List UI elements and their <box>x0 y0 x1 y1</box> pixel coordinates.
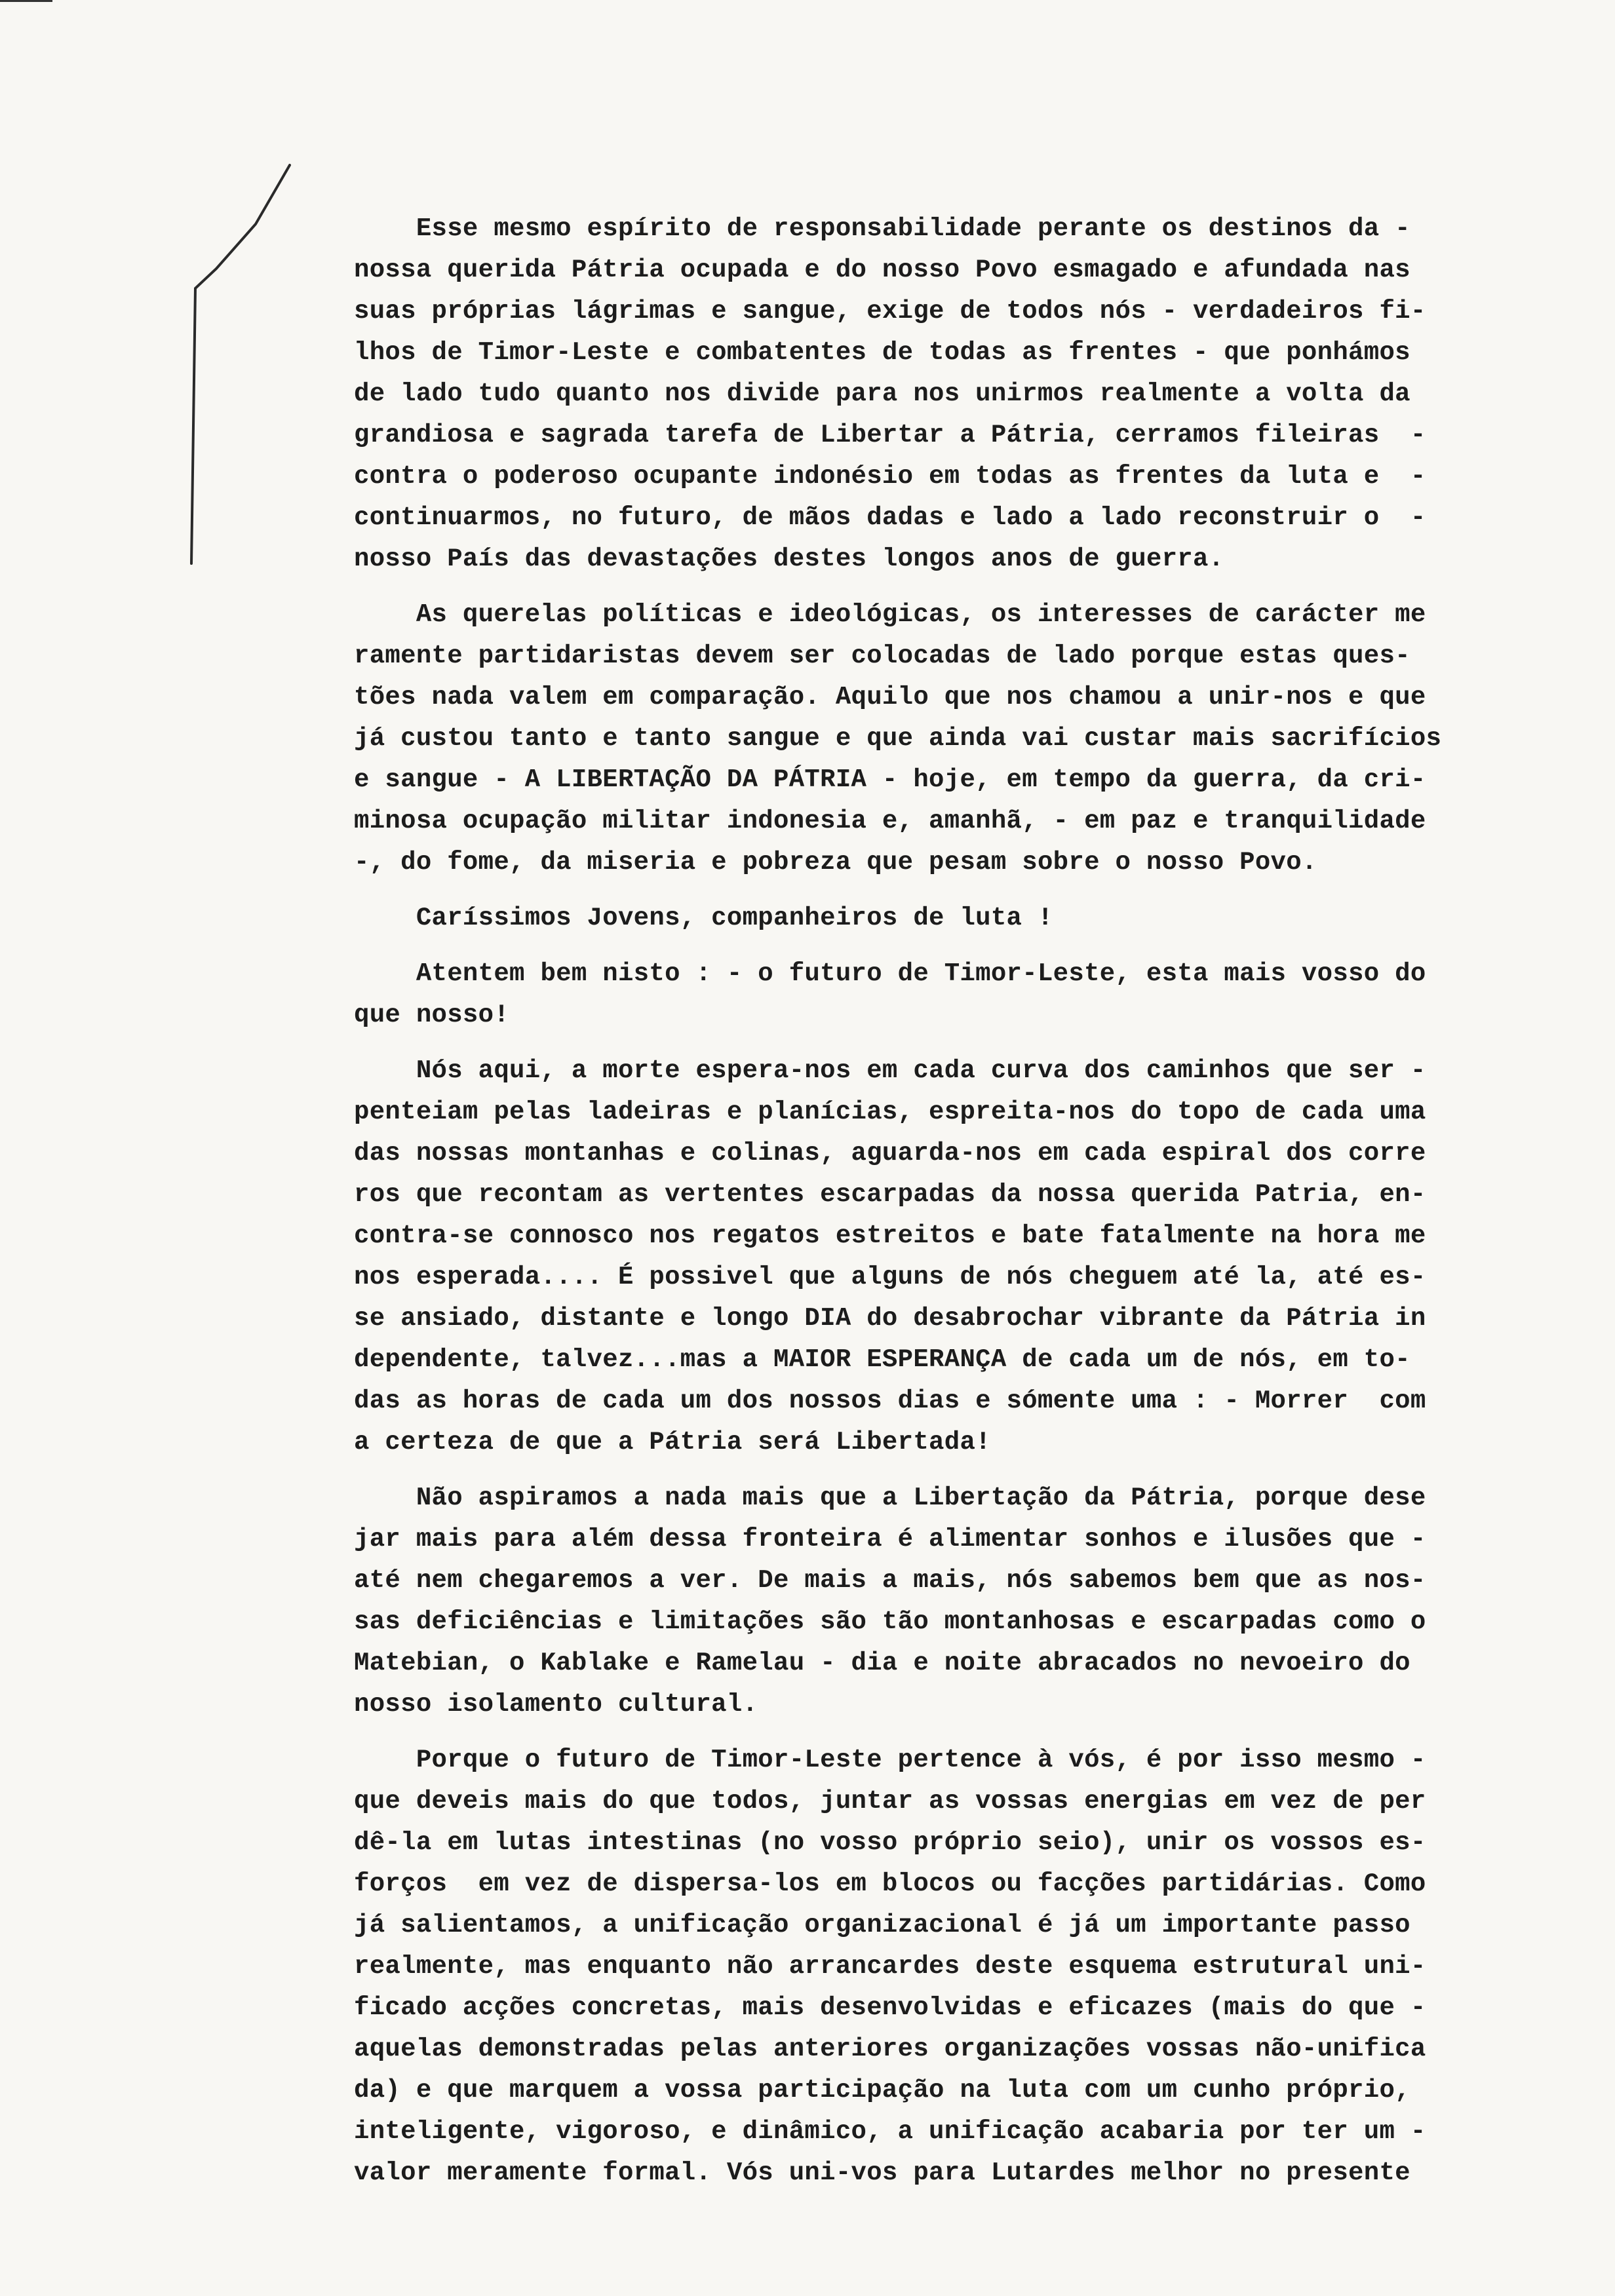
text-line: já custou tanto e tanto sangue e que ainda vai custar mais sacrifícios <box>354 724 1442 753</box>
text-line: dê-la em lutas intestinas (no vosso próprio seio), unir os vossos es- <box>354 1828 1426 1857</box>
paragraph-atentem <box>354 953 1494 1036</box>
text-line: das as horas de cada um dos nossos dias e sómente uma : - Morrer com <box>354 1387 1426 1415</box>
text-line: grandiosa e sagrada tarefa de Libertar a Pátria, cerramos fileiras - <box>354 421 1426 450</box>
text-line: das nossas montanhas e colinas, aguarda-nos em cada espiral dos corre <box>354 1139 1426 1168</box>
text-line: Não aspiramos a nada mais que a Libertação da Pátria, porque dese <box>354 1483 1426 1512</box>
paragraph-porque-o-futuro <box>354 1740 1494 2194</box>
paragraph-querelas <box>354 594 1494 883</box>
text-line: de lado tudo quanto nos divide para nos unirmos realmente a volta da <box>354 379 1411 408</box>
text-line: até nem chegaremos a ver. De mais a mais, nós sabemos bem que as nos- <box>354 1566 1426 1595</box>
text-line: dependente, talvez...mas a MAIOR ESPERANÇA de cada um de nós, em to- <box>354 1345 1411 1374</box>
text-line: nos esperada.... É possivel que alguns de nós cheguem até la, até es- <box>354 1263 1426 1292</box>
text-line: minosa ocupação militar indonesia e, amanhã, - em paz e tranquilidade <box>354 807 1426 835</box>
text-line: Nós aqui, a morte espera-nos em cada curva dos caminhos que ser - <box>354 1056 1426 1085</box>
text-line: nosso País das devastações destes longos anos de guerra. <box>354 545 1224 573</box>
text-line: forços em vez de dispersa-los em blocos ou facções partidárias. Como <box>354 1869 1426 1898</box>
text-line: ficado acções concretas, mais desenvolvidas e eficazes (mais do que - <box>354 1993 1426 2022</box>
paragraph-nos-aqui <box>354 1050 1494 1463</box>
text-line: Caríssimos Jovens, companheiros de luta ! <box>354 904 1053 932</box>
text-line: contra o poderoso ocupante indonésio em todas as frentes da luta e - <box>354 462 1426 491</box>
text-line: realmente, mas enquanto não arrancardes deste esquema estrutural uni- <box>354 1952 1426 1981</box>
text-line: ramente partidaristas devem ser colocadas de lado porque estas ques- <box>354 641 1411 670</box>
text-line: que nosso! <box>354 1001 510 1029</box>
text-line: contra-se connosco nos regatos estreitos e bate fatalmente na hora me <box>354 1221 1426 1250</box>
text-line: nosso isolamento cultural. <box>354 1690 758 1719</box>
paragraph-responsabilidade <box>354 208 1494 580</box>
text-line: Atentem bem nisto : - o futuro de Timor-Leste, esta mais vosso do <box>354 959 1426 988</box>
text-line: As querelas políticas e ideológicas, os interesses de carácter me <box>354 600 1426 629</box>
paragraph-nao-aspiramos <box>354 1478 1494 1725</box>
text-line: e sangue - A LIBERTAÇÃO DA PÁTRIA - hoje, em tempo da guerra, da cri- <box>354 765 1426 794</box>
text-line: Porque o futuro de Timor-Leste pertence à vós, é por isso mesmo - <box>354 1746 1426 1774</box>
text-line: jar mais para além dessa fronteira é alimentar sonhos e ilusões que - <box>354 1525 1426 1554</box>
text-line: tões nada valem em comparação. Aquilo que nos chamou a unir-nos e que <box>354 683 1426 712</box>
text-line: Esse mesmo espírito de responsabilidade perante os destinos da - <box>354 214 1411 243</box>
typed-letter-body <box>354 208 1494 2208</box>
text-line: valor meramente formal. Vós uni-vos para Lutardes melhor no presente <box>354 2158 1411 2187</box>
text-line: continuarmos, no futuro, de mãos dadas e lado a lado reconstruir o - <box>354 503 1426 532</box>
text-line: inteligente, vigoroso, e dinâmico, a unificação acabaria por ter um - <box>354 2117 1426 2146</box>
text-line: da) e que marquem a vossa participação na luta com um cunho próprio, <box>354 2076 1411 2105</box>
text-line: Matebian, o Kablake e Ramelau - dia e noite abracados no nevoeiro do <box>354 1649 1411 1677</box>
margin-pen-stroke <box>0 0 302 590</box>
text-line: a certeza de que a Pátria será Libertada! <box>354 1428 991 1457</box>
text-line: sas deficiências e limitações são tão montanhosas e escarpadas como o <box>354 1607 1426 1636</box>
text-line: ros que recontam as vertentes escarpadas da nossa querida Patria, en- <box>354 1180 1426 1209</box>
text-line: penteiam pelas ladeiras e planícias, espreita-nos do topo de cada uma <box>354 1098 1426 1126</box>
text-line: já salientamos, a unificação organizacional é já um importante passo <box>354 1911 1411 1940</box>
text-line: lhos de Timor-Leste e combatentes de todas as frentes - que ponhámos <box>354 338 1411 367</box>
paragraph-jovens <box>354 898 1494 939</box>
text-line: suas próprias lágrimas e sangue, exige de todos nós - verdadeiros fi- <box>354 297 1426 326</box>
text-line: se ansiado, distante e longo DIA do desabrochar vibrante da Pátria in <box>354 1304 1426 1333</box>
text-line: que deveis mais do que todos, juntar as vossas energias em vez de per <box>354 1787 1426 1816</box>
text-line: -, do fome, da miseria e pobreza que pesam sobre o nosso Povo. <box>354 848 1317 877</box>
text-line: nossa querida Pátria ocupada e do nosso Povo esmagado e afundada nas <box>354 256 1411 284</box>
text-line: aquelas demonstradas pelas anteriores organizações vossas não-unifica <box>354 2035 1426 2063</box>
